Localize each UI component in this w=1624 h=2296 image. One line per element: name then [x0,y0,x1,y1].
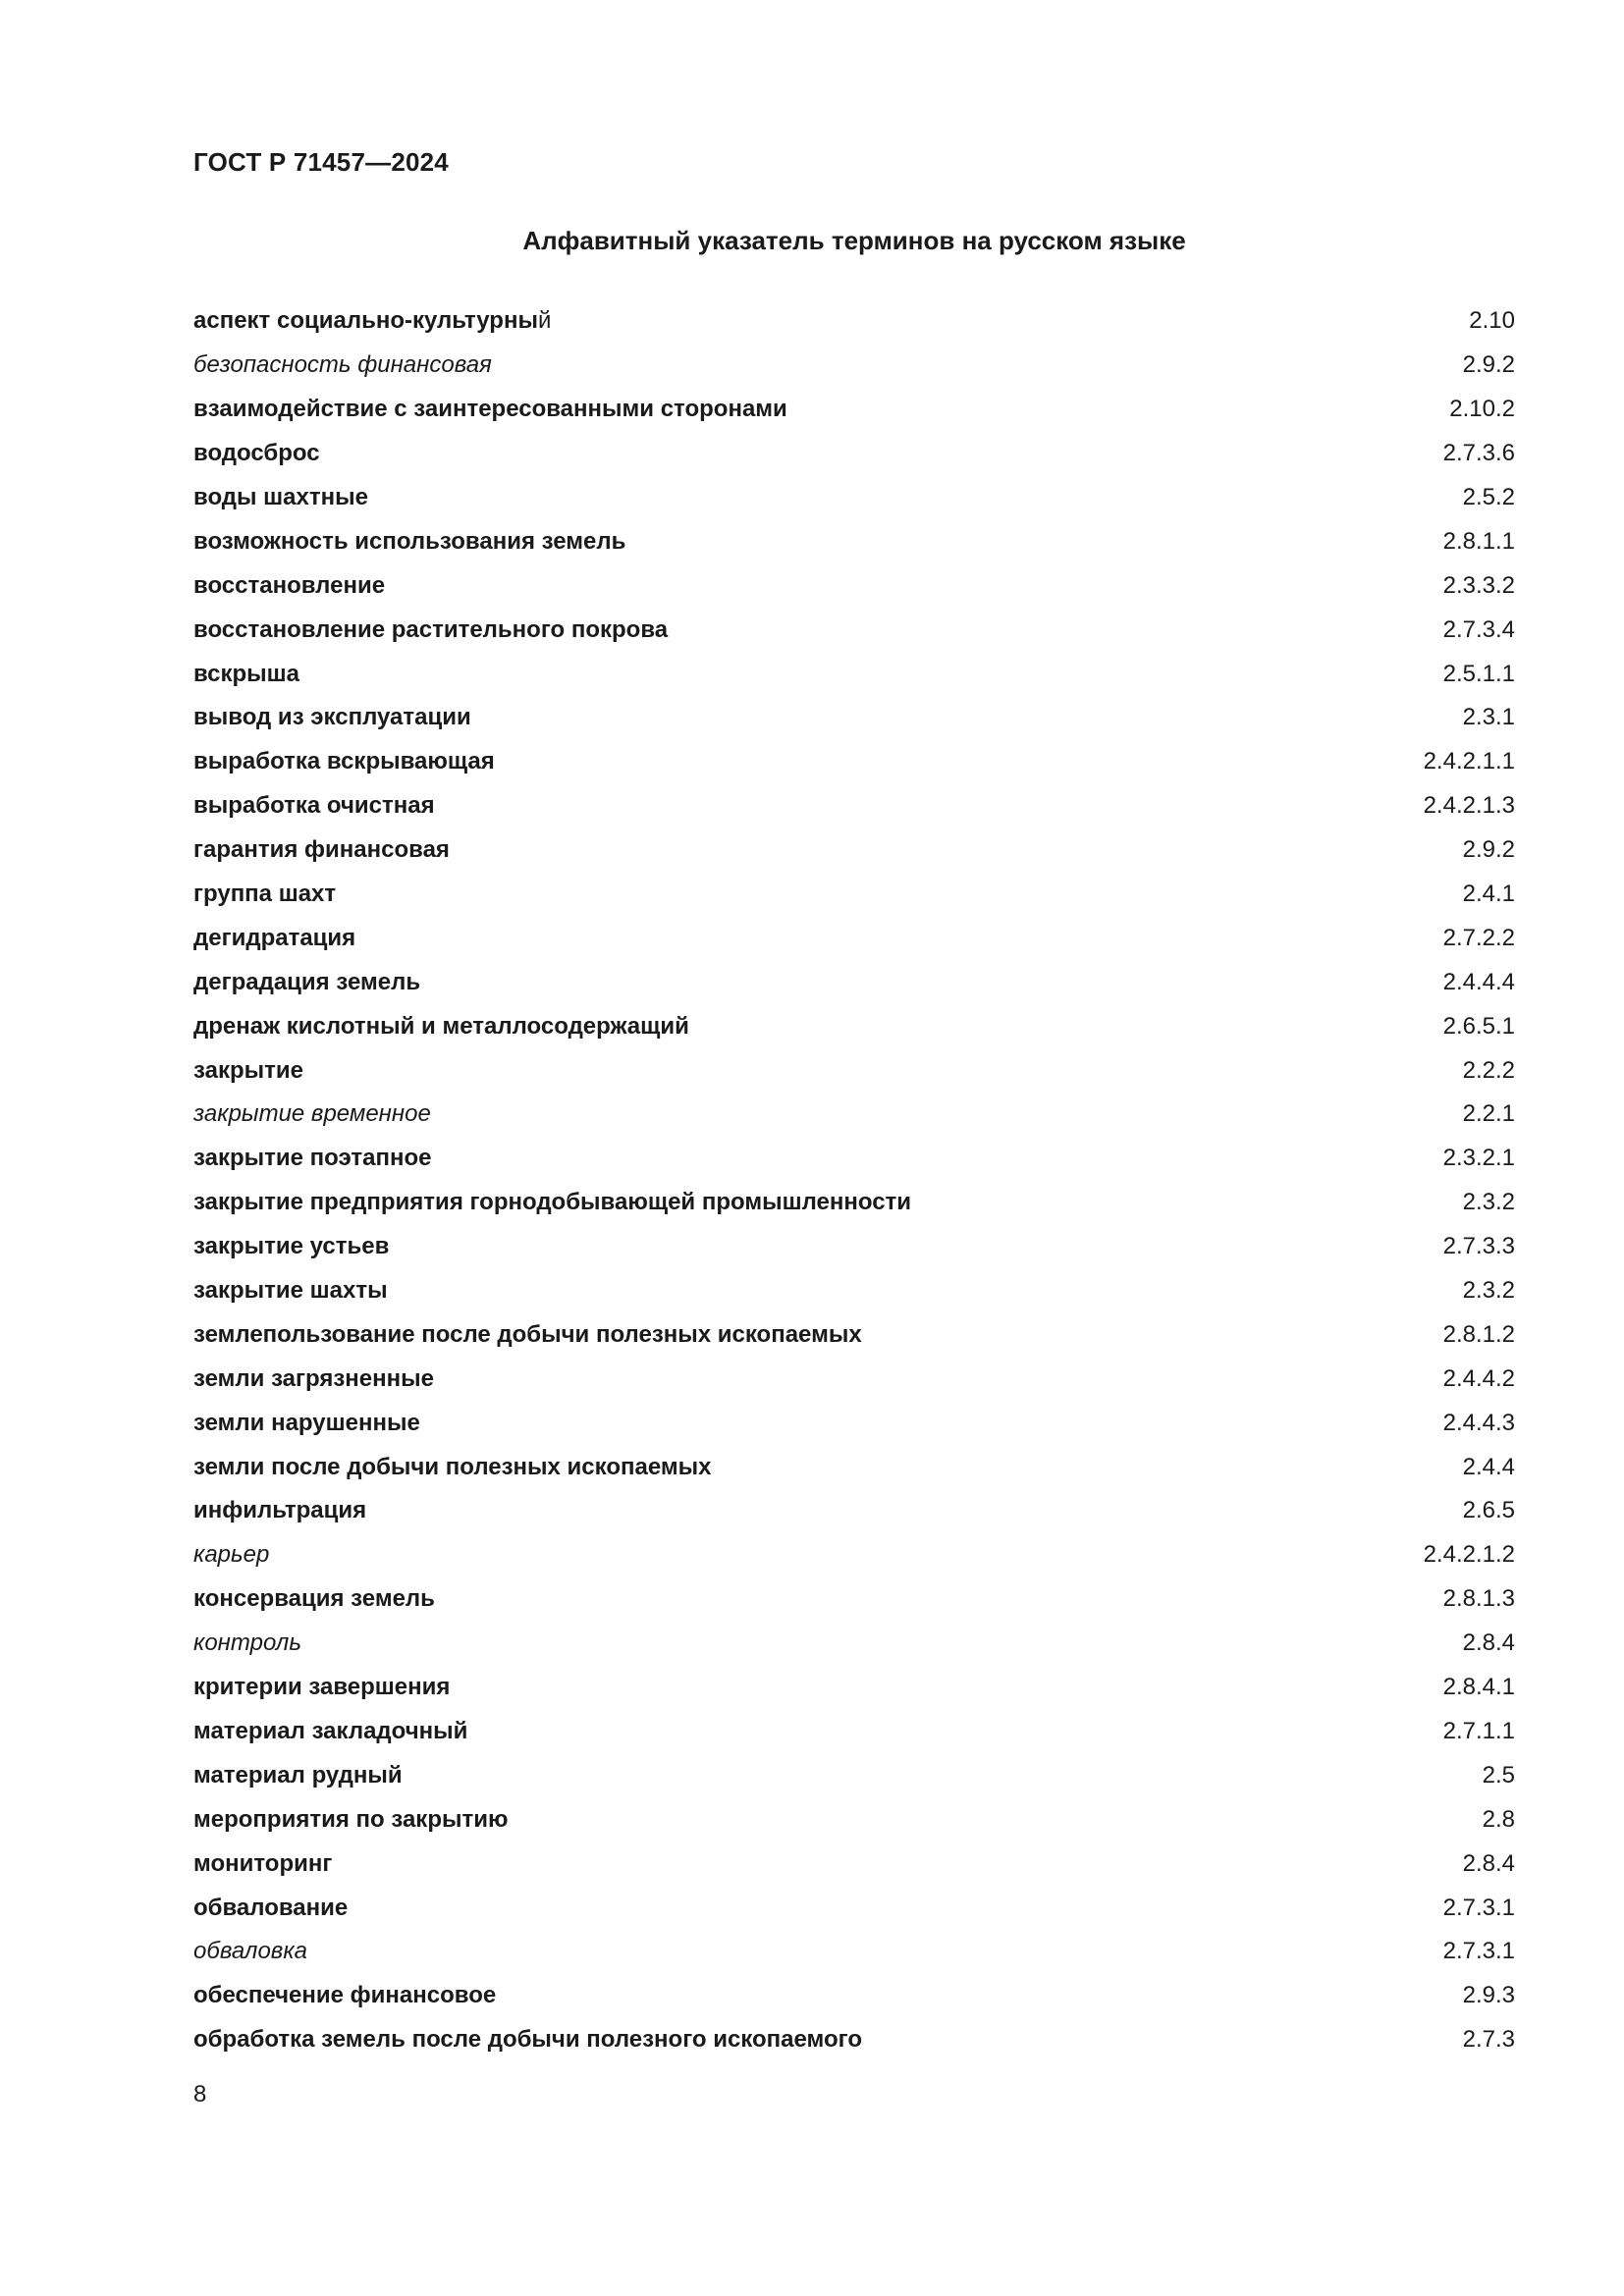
term-name-text: группа шахт [193,881,337,908]
term-entry [193,960,1515,1004]
term-name-text: земли загрязненные [193,1364,434,1392]
term-name-text: закрытие временное [193,1100,431,1128]
term-name-text: обеспечение финансовое [193,1982,497,2009]
term-name-text: землепользование после добычи полезных ископаемых [193,1320,862,1348]
term-name [193,704,471,731]
term-entry [193,563,1515,608]
term-reference: 2.7.2.2 [1442,924,1515,951]
term-reference: 2.4.4.2 [1442,1364,1515,1392]
term-entry [193,344,1515,388]
term-name [193,528,625,556]
term-entry [193,1930,1515,1974]
term-entry [193,1797,1515,1842]
term-name [193,1321,862,1349]
term-entry [193,1753,1515,1797]
term-reference: 2.7.1.1 [1442,1717,1515,1744]
term-entry [193,299,1515,344]
term-entry [193,1489,1515,1533]
term-name-tail: й [537,307,552,335]
term-name [193,1497,366,1524]
term-reference: 2.7.3.1 [1442,1938,1515,1965]
term-entry [193,1401,1515,1445]
term-name-text: мероприятия по закрытию [193,1805,509,1833]
term-name-text: восстановление [193,571,386,599]
term-name [193,1762,403,1789]
term-name [193,1365,434,1393]
term-reference: 2.4.4.4 [1442,968,1515,995]
term-reference: 2.6.5 [1462,1497,1515,1524]
term-entry [193,1445,1515,1489]
term-name [193,2026,862,2054]
term-name [193,1982,496,2009]
term-entry [193,432,1515,476]
term-entry [193,1974,1515,2018]
term-name [193,307,551,335]
term-name [193,1233,389,1260]
term-entry [193,1181,1515,1225]
term-reference: 2.2.2 [1462,1056,1515,1084]
term-name-text: закрытие шахты [193,1277,388,1305]
term-reference: 2.10 [1469,307,1515,335]
term-entry [193,519,1515,563]
term-name [193,836,450,864]
term-name [193,440,320,467]
term-name-text: карьер [193,1541,270,1569]
term-name-text: закрытие предприятия горнодобывающей промышленности [193,1189,912,1216]
term-name [193,1850,332,1878]
term-name [193,1585,435,1613]
term-name [193,1410,420,1437]
term-reference: 2.4.4.3 [1442,1409,1515,1436]
term-reference: 2.7.3 [1462,2026,1515,2054]
term-reference: 2.2.1 [1462,1100,1515,1128]
term-name [193,1145,432,1172]
term-name [193,1057,303,1085]
term-name [193,1895,348,1922]
term-entry [193,1357,1515,1401]
term-name-text: материал рудный [193,1761,403,1789]
term-name-text: обработка земель после добычи полезного ископаемого [193,2026,862,2054]
term-entry [193,1269,1515,1313]
term-name-text: выработка вскрывающая [193,748,495,775]
term-entry [193,1137,1515,1181]
term-name-text: гарантия финансовая [193,836,450,864]
page-number: 8 [193,2081,207,2108]
term-reference: 2.7.3.6 [1442,440,1515,467]
term-reference: 2.5 [1482,1761,1515,1789]
term-name [193,1806,508,1834]
term-entry [193,1886,1515,1930]
term-entry [193,873,1515,917]
term-reference: 2.4.1 [1462,881,1515,908]
term-name-text: материал закладочный [193,1717,468,1744]
term-reference: 2.9.2 [1462,836,1515,864]
term-entry [193,1004,1515,1048]
term-name [193,1541,269,1569]
term-reference: 2.4.2.1.1 [1423,748,1515,775]
term-reference: 2.5.1.1 [1442,660,1515,687]
term-name [193,572,385,600]
term-reference: 2.7.3.4 [1442,615,1515,643]
term-entry [193,1048,1515,1093]
term-name [193,396,787,423]
term-entry [193,916,1515,960]
term-entry [193,1225,1515,1269]
term-name [193,925,355,952]
term-name [193,351,492,379]
term-reference: 2.6.5.1 [1442,1012,1515,1040]
term-reference: 2.7.3.3 [1442,1233,1515,1260]
term-reference: 2.3.1 [1462,704,1515,731]
term-name-text: мониторинг [193,1849,333,1877]
term-reference: 2.8.4.1 [1442,1674,1515,1701]
term-entry [193,388,1515,432]
term-name [193,1189,911,1216]
term-name-text: обваловка [193,1938,308,1965]
term-reference: 2.7.3.1 [1442,1894,1515,1921]
term-reference: 2.3.3.2 [1442,571,1515,599]
term-entry [193,608,1515,652]
term-reference: 2.10.2 [1449,396,1515,423]
term-name-text: закрытие устьев [193,1233,390,1260]
term-reference: 2.3.2 [1462,1189,1515,1216]
term-reference: 2.3.2.1 [1442,1145,1515,1172]
term-name-text: критерии завершения [193,1674,451,1701]
term-entry [193,740,1515,784]
term-reference: 2.8.4 [1462,1629,1515,1657]
term-name-text: водосброс [193,440,320,467]
term-name-text: закрытие [193,1056,303,1084]
term-name-text: безопасность финансовая [193,351,492,379]
term-entry [193,1710,1515,1754]
term-name [193,1674,450,1701]
term-name-text: обвалование [193,1894,349,1921]
term-reference: 2.8.1.3 [1442,1585,1515,1613]
term-entry [193,784,1515,828]
term-entry [193,1842,1515,1886]
term-name [193,616,668,644]
term-name [193,881,336,908]
term-name-text: взаимодействие с заинтересованными сторонами [193,396,787,423]
term-reference: 2.4.2.1.3 [1423,792,1515,820]
term-entry [193,1093,1515,1137]
term-name-text: вывод из эксплуатации [193,704,471,731]
term-entry [193,828,1515,873]
term-reference: 2.8.1.1 [1442,527,1515,555]
term-name [193,1277,388,1305]
term-name-text: выработка очистная [193,792,435,820]
term-entry [193,1533,1515,1577]
term-name-text: дренаж кислотный и металлосодержащий [193,1012,689,1040]
term-name-text: инфильтрация [193,1497,367,1524]
term-entry [193,2018,1515,2062]
term-name [193,1454,711,1481]
term-name [193,1100,431,1128]
term-reference: 2.4.4 [1462,1453,1515,1480]
term-entry [193,476,1515,520]
term-entry [193,1577,1515,1622]
term-name [193,484,368,511]
term-entry [193,1312,1515,1357]
term-name-text: деградация земель [193,968,421,995]
term-reference: 2.5.2 [1462,484,1515,510]
term-name-text: аспект социально-культурны [193,307,538,335]
term-name-text: консервация земель [193,1585,435,1613]
term-reference: 2.8 [1482,1805,1515,1833]
term-index-list [193,299,1515,2062]
term-reference: 2.4.2.1.2 [1423,1541,1515,1569]
term-reference: 2.8.4 [1462,1849,1515,1877]
term-name [193,969,420,996]
term-name-text: дегидратация [193,924,356,951]
term-name-text: закрытие поэтапное [193,1145,432,1172]
term-name [193,748,495,775]
term-name [193,1629,301,1657]
term-name-text: восстановление растительного покрова [193,615,669,643]
term-name [193,1013,689,1041]
term-entry [193,652,1515,696]
term-reference: 2.9.2 [1462,351,1515,379]
term-name-text: возможность использования земель [193,527,626,555]
document-header: ГОСТ Р 71457—2024 [193,147,449,177]
term-entry [193,1666,1515,1710]
term-reference: 2.8.1.2 [1442,1320,1515,1348]
term-name [193,792,435,820]
term-entry [193,696,1515,740]
term-name-text: контроль [193,1629,301,1657]
term-name [193,1718,467,1745]
term-entry [193,1622,1515,1666]
term-name-text: воды шахтные [193,484,368,510]
term-name [193,1938,307,1965]
index-title: Алфавитный указатель терминов на русском языке [522,226,1186,255]
term-reference: 2.9.3 [1462,1982,1515,2009]
term-name-text: земли нарушенные [193,1409,420,1436]
term-reference: 2.3.2 [1462,1277,1515,1305]
term-name [193,661,299,688]
term-name-text: вскрыша [193,660,300,687]
term-name-text: земли после добычи полезных ископаемых [193,1453,712,1480]
